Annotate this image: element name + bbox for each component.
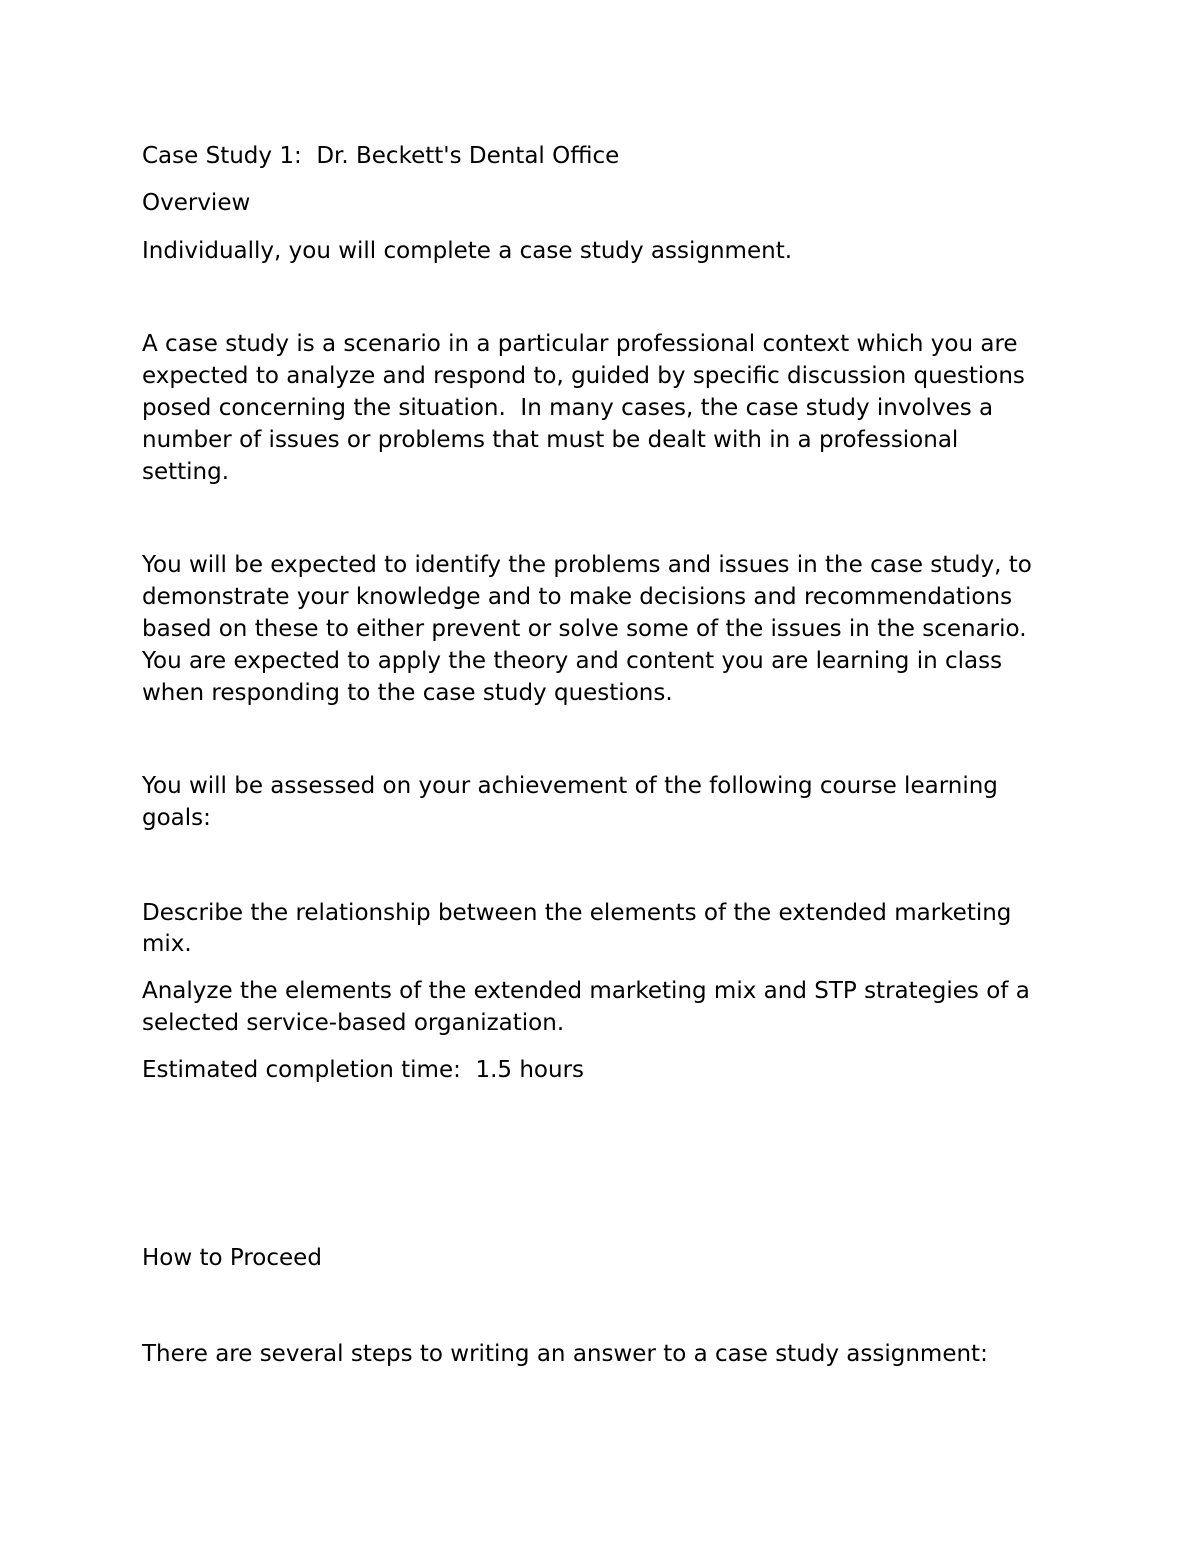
- paragraph-line: number of issues or problems that must be dealt with in a professional: [142, 427, 959, 453]
- paragraph-line: You will be assessed on your achievement of the following course learning: [142, 773, 998, 799]
- paragraph-line: demonstrate your knowledge and to make decisions and recommendations: [142, 584, 1013, 610]
- paragraph-line: expected to analyze and respond to, guided by specific discussion questions: [142, 363, 1025, 389]
- document-title: Case Study 1: Dr. Beckett's Dental Office: [142, 143, 620, 169]
- goal-line: Analyze the elements of the extended marketing mix and STP strategies of a: [142, 978, 1030, 1004]
- paragraph-line: when responding to the case study questions.: [142, 680, 673, 706]
- goal-line: selected service-based organization.: [142, 1010, 565, 1036]
- paragraph-line: You will be expected to identify the problems and issues in the case study, to: [142, 552, 1032, 578]
- overview-heading: Overview: [142, 190, 251, 216]
- paragraph-line: posed concerning the situation. In many cases, the case study involves a: [142, 395, 994, 421]
- goal-line: Describe the relationship between the elements of the extended marketing: [142, 900, 1012, 926]
- paragraph-line: A case study is a scenario in a particular professional context which you are: [142, 331, 1018, 357]
- paragraph-line: based on these to either prevent or solve some of the issues in the scenario.: [142, 616, 1027, 642]
- goal-line: mix.: [142, 931, 192, 957]
- paragraph-line: setting.: [142, 459, 230, 485]
- paragraph-line: goals:: [142, 805, 211, 831]
- how-to-proceed-heading: How to Proceed: [142, 1245, 322, 1271]
- steps-intro-text: There are several steps to writing an answer to a case study assignment:: [142, 1341, 988, 1367]
- intro-text: Individually, you will complete a case study assignment.: [142, 238, 793, 264]
- estimated-completion-time: Estimated completion time: 1.5 hours: [142, 1057, 585, 1083]
- paragraph-line: You are expected to apply the theory and content you are learning in class: [142, 648, 1003, 674]
